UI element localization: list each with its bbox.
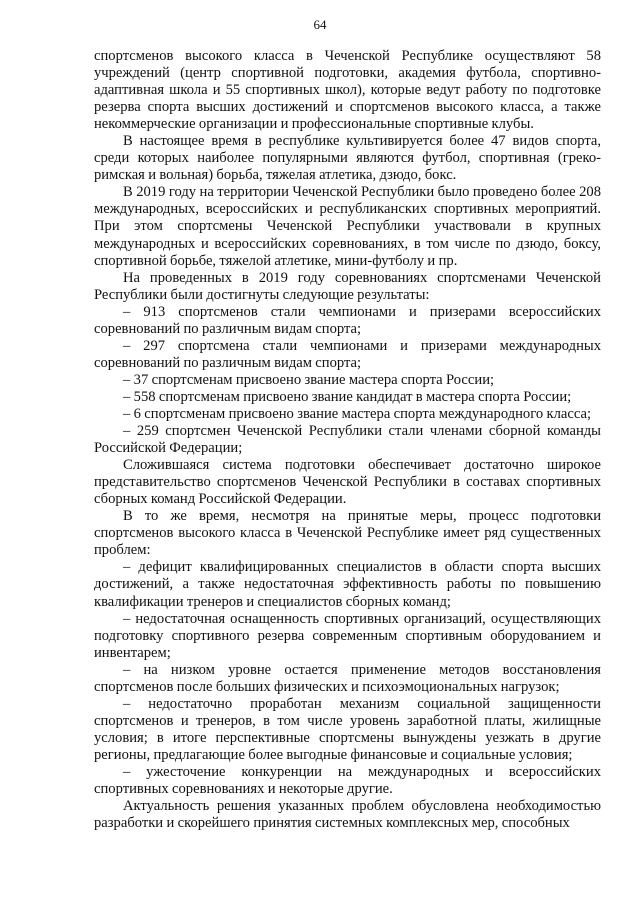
paragraph-3: В 2019 году на территории Чеченской Республики было проведено более 208 международных, всероссийских и республиканских спортивных мероприятий. При этом спортсмены Чеченской Республики участвовали в крупных международных и всероссийских соревнованиях, в том числе по дзюдо, боксу, спортивной борьбе, тяжелой атлетике, мини-футболу и пр.	[94, 184, 601, 269]
list-item-3: – 37 спортсменам присвоено звание мастера спорта России;	[123, 371, 495, 388]
paragraph-1: спортсменов высокого класса в Чеченской Республике осуществляют 58 учреждений (центр спортивной подготовки, академия футбола, спортивно-адаптивная школа и 55 спортивных школ), которые ведут работу по подготовке резерва спорта высших достижений и спортсменов высокого класса, а также некоммерческие организации и профессиональные спортивные клубы.	[94, 48, 601, 133]
problem-item-5: – ужесточение конкуренции на международных и всероссийских спортивных соревнованиях и некоторые другие.	[94, 763, 601, 798]
paragraph-4: На проведенных в 2019 году соревнованиях спортсменами Чеченской Республики были достигнуты следующие результаты:	[94, 269, 601, 303]
paragraph-2: В настоящее время в республике культивируется более 47 видов спорта, среди которых наиболее популярными являются футбол, спортивная (греко-римская и вольная) борьба, тяжелая атлетика, дзюдо, бокс.	[94, 133, 601, 184]
problem-item-4: – недостаточно проработан механизм социальной защищенности спортсменов и тренеров, в том числе уровень заработной платы, жилищные условия; в итоге перспективные спортсмены вынуждены уезжать в другие регионы, предлагающие более выгодные финансовые и социальные условия;	[94, 695, 601, 763]
list-item-1: – 913 спортсменов стали чемпионами и призерами всероссийских соревнований по различным видам спорта;	[94, 303, 601, 337]
page-number: 64	[313, 17, 327, 32]
list-item-6: – 259 спортсмен Чеченской Республики стали членами сборной команды Российской Федерации;	[94, 423, 601, 457]
list-item-4: – 558 спортсменам присвоено звание кандидат в мастера спорта России;	[123, 388, 572, 405]
paragraph-5: Сложившаяся система подготовки обеспечивает достаточно широкое представительство спортсменов Чеченской Республики в составах спортивных сборных команд Российской Федерации.	[94, 457, 601, 508]
document-body	[94, 48, 601, 832]
paragraph-6: В то же время, несмотря на принятые меры, процесс подготовки спортсменов высокого класса в Чеченской Республике имеет ряд существенных проблем:	[94, 508, 601, 559]
problem-item-1: – дефицит квалифицированных специалистов в области спорта высших достижений, а также недостаточная эффективность работы по повышению квалификации тренеров и специалистов сборных команд;	[94, 559, 601, 610]
list-item-5: – 6 спортсменам присвоено звание мастера спорта международного класса;	[123, 405, 592, 422]
paragraph-7: Актуальность решения указанных проблем обусловлена необходимостью разработки и скорейшего принятия системных комплексных мер, способных	[94, 798, 601, 832]
problem-item-2: – недостаточная оснащенность спортивных организаций, осуществляющих подготовку спортивного резерва современным спортивным оборудованием и инвентарем;	[94, 610, 601, 661]
problem-item-3: – на низком уровне остается применение методов восстановления спортсменов после больших физических и психоэмоциональных нагрузок;	[94, 661, 601, 695]
list-item-2: – 297 спортсмена стали чемпионами и призерами международных соревнований по различным видам спорта;	[94, 337, 601, 371]
